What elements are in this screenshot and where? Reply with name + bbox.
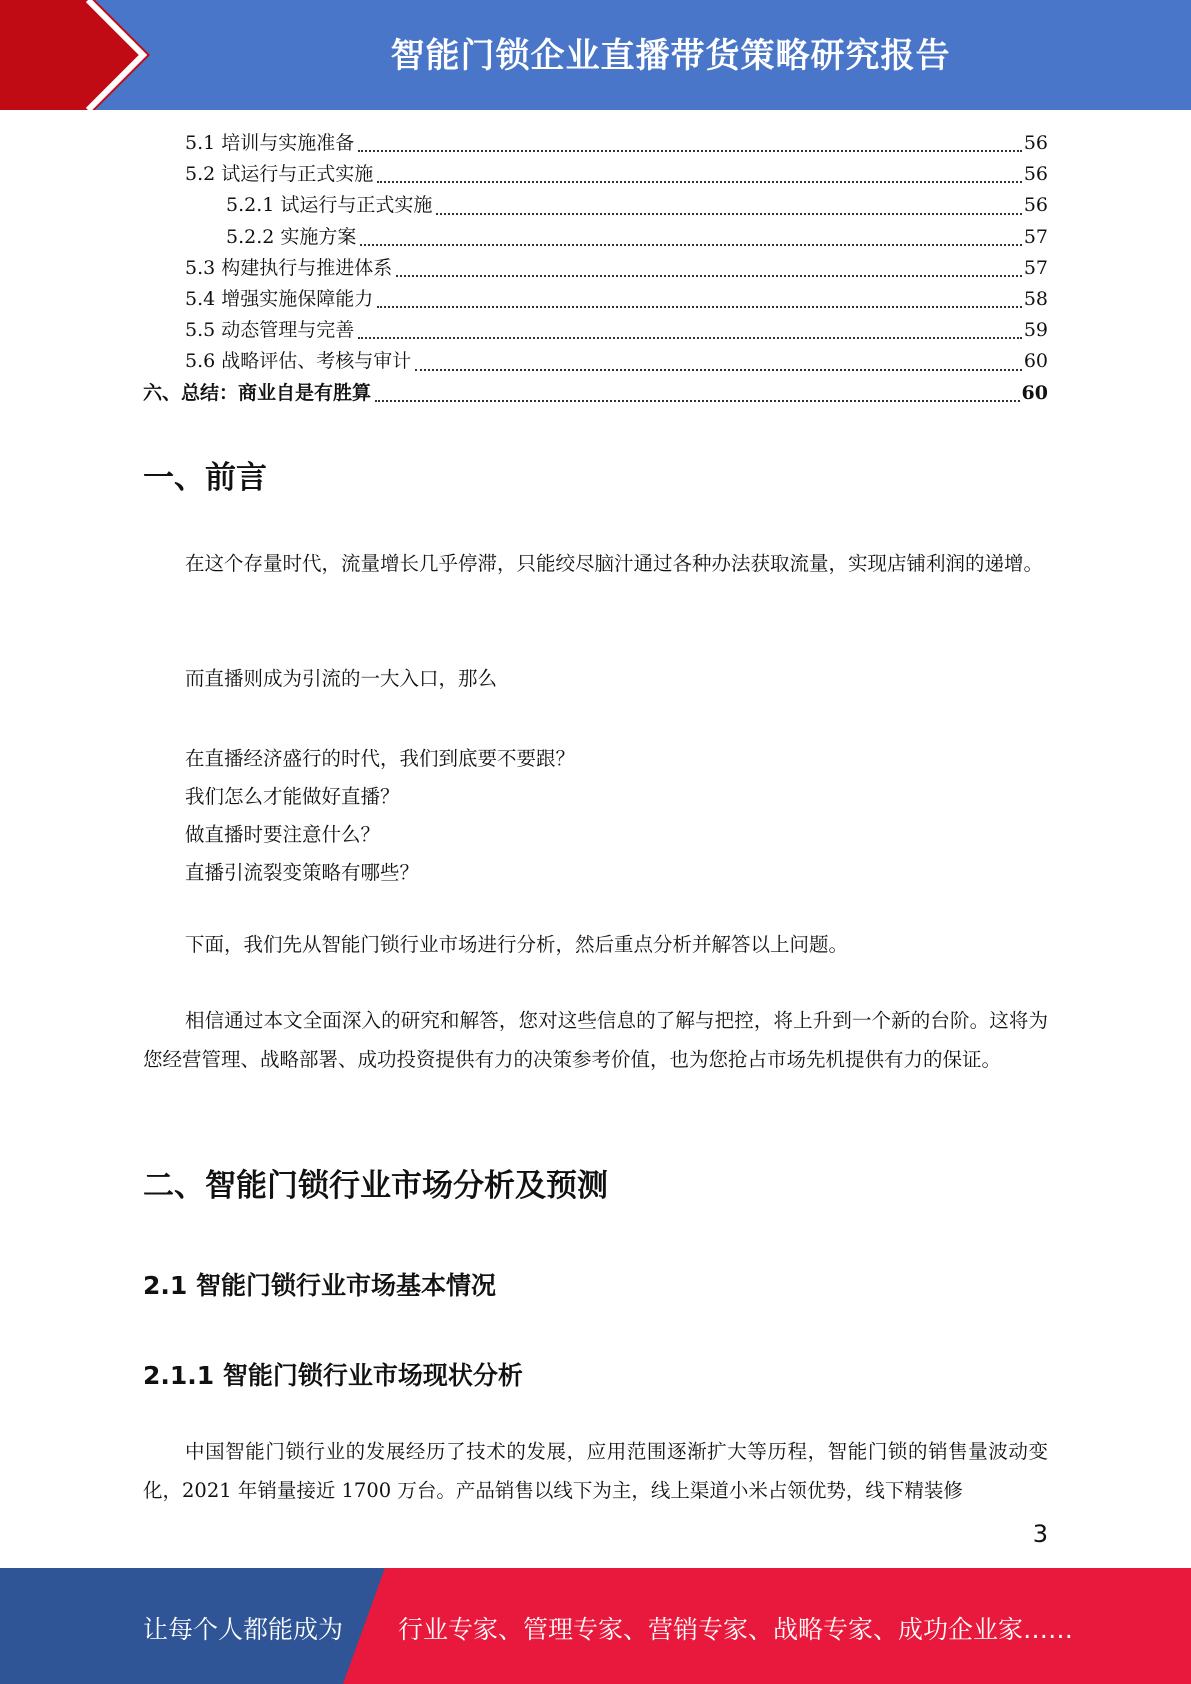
toc-entry-label: 5.6 战略评估、考核与审计 bbox=[185, 350, 412, 373]
toc-entry-page: 59 bbox=[1023, 319, 1048, 342]
preface-paragraph-3: 下面，我们先从智能门锁行业市场进行分析，然后重点分析并解答以上问题。 bbox=[185, 933, 849, 956]
question-line: 做直播时要注意什么？ bbox=[185, 823, 381, 846]
footer-slogan-right: 行业专家、管理专家、营销专家、战略专家、成功企业家…… bbox=[398, 1615, 1074, 1644]
section-2-1-1-paragraph: 中国智能门锁行业的发展经历了技术的发展，应用范围逐渐扩大等历程，智能门锁的销售量波动变化，2021 年销量接近 1700 万台。产品销售以线下为主，线上渠道小米占领优势，线下精装修 bbox=[143, 1440, 1048, 1502]
toc-entry[interactable] bbox=[143, 253, 1048, 284]
toc-entry[interactable] bbox=[143, 315, 1048, 346]
toc-leader-dots bbox=[360, 244, 1021, 246]
toc-entry-page: 60 bbox=[1021, 381, 1048, 404]
toc-entry-label: 5.5 动态管理与完善 bbox=[185, 319, 355, 342]
page-number: 3 bbox=[1032, 1520, 1048, 1548]
toc-leader-dots bbox=[436, 213, 1021, 215]
toc-entry[interactable] bbox=[143, 346, 1048, 377]
toc-entry-label: 5.4 增强实施保障能力 bbox=[185, 287, 374, 310]
toc-entry-page: 57 bbox=[1023, 256, 1048, 279]
toc-entry-label: 六、总结：商业自是有胜算 bbox=[143, 381, 372, 404]
toc-entry-page: 60 bbox=[1023, 350, 1048, 373]
toc-entry-label: 5.2 试运行与正式实施 bbox=[185, 163, 374, 186]
page-header bbox=[0, 0, 1191, 110]
question-line: 我们怎么才能做好直播？ bbox=[185, 785, 400, 808]
question-line: 在直播经济盛行的时代，我们到底要不要跟？ bbox=[185, 747, 576, 770]
section-2-1-1-heading: 2.1.1 智能门锁行业市场现状分析 bbox=[143, 1361, 523, 1390]
toc-entry-page: 56 bbox=[1023, 163, 1048, 186]
toc-leader-dots bbox=[358, 150, 1022, 152]
toc-entry-page: 58 bbox=[1023, 287, 1048, 310]
toc-leader-dots bbox=[396, 275, 1022, 277]
toc-entry[interactable] bbox=[143, 128, 1048, 159]
toc-leader-dots bbox=[377, 306, 1022, 308]
preface-paragraph-1: 在这个存量时代，流量增长几乎停滞，只能绞尽脑汁通过各种办法获取流量，实现店铺利润的递增。 bbox=[185, 552, 1044, 575]
section-2-1-heading: 2.1 智能门锁行业市场基本情况 bbox=[143, 1271, 496, 1300]
report-title: 智能门锁企业直播带货策略研究报告 bbox=[390, 36, 951, 76]
toc-entry-page: 56 bbox=[1023, 132, 1048, 154]
chapter-2-heading: 二、智能门锁行业市场分析及预测 bbox=[143, 1168, 608, 1204]
toc-leader-dots bbox=[415, 369, 1022, 371]
preface-paragraph-4: 相信通过本文全面深入的研究和解答，您对这些信息的了解与把控，将上升到一个新的台阶。这将为您经营管理、战略部署、成功投资提供有力的决策参考价值，也为您抢占市场先机提供有力的保证。 bbox=[143, 1009, 1048, 1071]
toc-leader-dots bbox=[358, 337, 1022, 339]
toc-entry[interactable] bbox=[143, 159, 1048, 190]
toc-leader-dots bbox=[377, 181, 1022, 183]
page-footer bbox=[0, 1568, 1191, 1684]
toc-entry[interactable] bbox=[143, 222, 1048, 253]
table-of-contents bbox=[143, 128, 1048, 409]
toc-leader-dots bbox=[375, 400, 1020, 402]
preface-heading: 一、前言 bbox=[143, 460, 267, 496]
toc-entry[interactable] bbox=[143, 284, 1048, 315]
footer-slogan-left: 让每个人都能成为 bbox=[143, 1615, 344, 1644]
question-line: 直播引流裂变策略有哪些？ bbox=[185, 861, 420, 884]
toc-entry[interactable] bbox=[143, 190, 1048, 221]
toc-entry-label: 5.2.1 试运行与正式实施 bbox=[226, 194, 433, 217]
toc-entry-page: 57 bbox=[1023, 225, 1048, 248]
preface-paragraph-2: 而直播则成为引流的一大入口，那么 bbox=[185, 667, 498, 690]
toc-entry-label: 5.1 培训与实施准备 bbox=[185, 132, 355, 154]
toc-entry-page: 56 bbox=[1023, 194, 1048, 217]
toc-entry-chapter[interactable] bbox=[143, 378, 1048, 409]
toc-entry-label: 5.2.2 实施方案 bbox=[226, 225, 357, 248]
toc-entry-label: 5.3 构建执行与推进体系 bbox=[185, 256, 393, 279]
